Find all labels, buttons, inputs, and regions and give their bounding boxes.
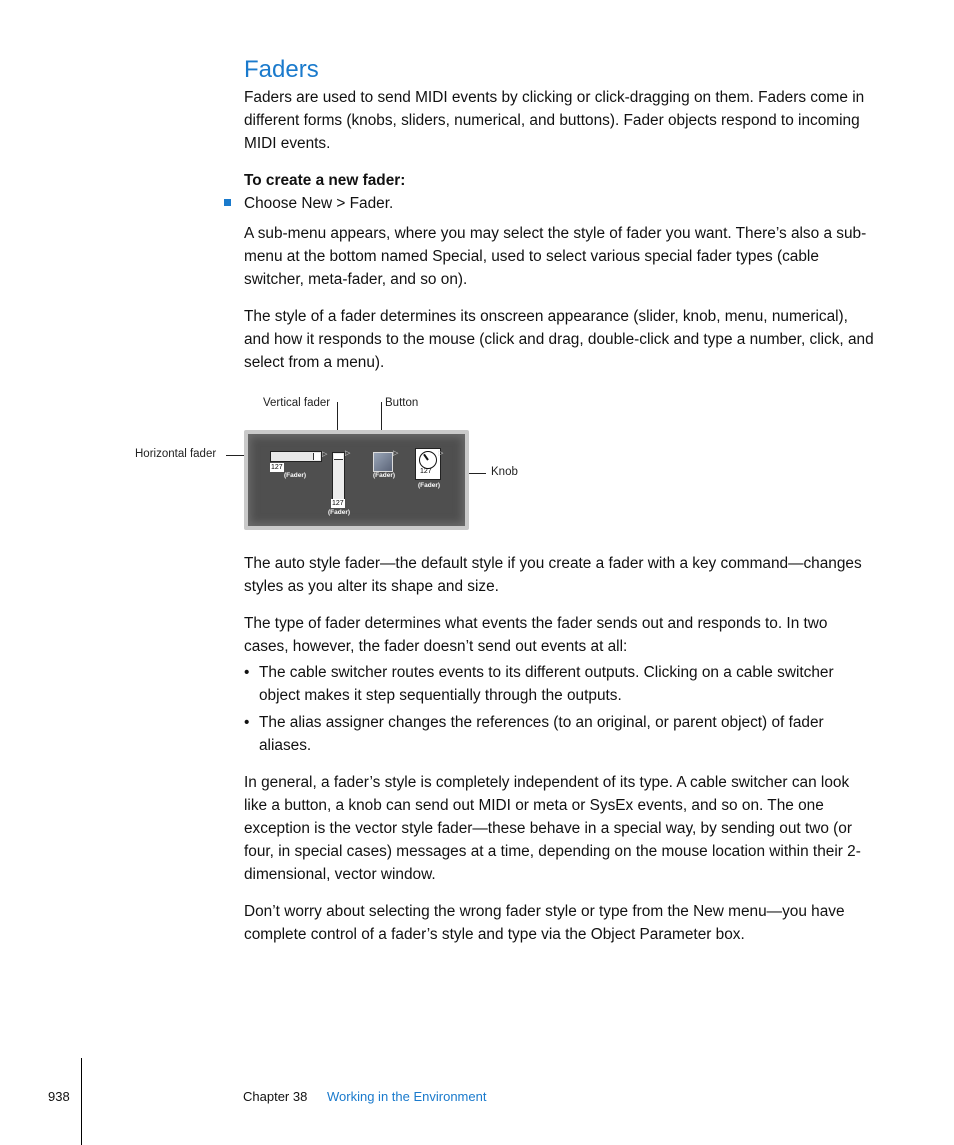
vertical-fader-value: 127 (332, 500, 344, 507)
horizontal-fader-label: (Fader) (284, 472, 307, 479)
callout-vertical-fader: Vertical fader (263, 397, 331, 409)
square-bullet-icon (224, 199, 231, 206)
page-number: 938 (48, 1089, 70, 1104)
knob-value: 127 (420, 468, 432, 475)
vertical-fader-thumb[interactable] (334, 454, 343, 460)
knob[interactable] (419, 451, 437, 469)
footer-rule (81, 1058, 82, 1145)
intro-paragraph: Faders are used to send MIDI events by clicking or click-dragging on them. Faders come in different forms (knobs, sliders, numerical, and buttons). Fader objects respond to incoming MIDI events. (244, 89, 865, 152)
fader-button[interactable] (373, 452, 393, 472)
environment-panel-inner (248, 434, 465, 526)
paragraph-fader-type: The type of fader determines what events the fader sends out and responds to. In two cases, however, the fader doesn’t send out events at all: (244, 615, 828, 655)
paragraph-style-independent: In general, a fader’s style is completely independent of its type. A cable switcher can look like a button, a knob can send out MIDI or meta or SysEx events, and so on. The one exception is the vector style fader—these behave in a special way, by sending out two (or four, in special cases) messages at a time, depending on the mouse location within their 2-dimensional, vector window. (244, 774, 861, 883)
horizontal-fader-thumb[interactable] (313, 453, 320, 460)
paragraph-submenu: A sub-menu appears, where you may select the style of fader you want. There’s also a sub-menu at the bottom named Special, used to select various special fader types (cable switcher, meta-fader, and so on). (244, 225, 867, 288)
paragraph-style: The style of a fader determines its onscreen appearance (slider, knob, menu, numerical), and how it responds to the mouse (click and drag, double-click and type a number, click, and select from a menu). (244, 308, 874, 371)
out-arrow-icon: ▷ (322, 451, 328, 458)
out-arrow-icon: ▷ (438, 450, 444, 457)
bullet-dot: • (244, 664, 250, 681)
callout-horizontal-fader: Horizontal fader (135, 448, 217, 460)
bullet-dot: • (244, 714, 250, 731)
button-label: (Fader) (373, 472, 396, 479)
vertical-fader-label: (Fader) (328, 509, 351, 516)
chapter-title-link[interactable]: Working in the Environment (327, 1089, 487, 1104)
horizontal-fader-value: 127 (271, 464, 283, 471)
environment-panel (244, 430, 469, 530)
callout-button: Button (385, 397, 419, 409)
page-title: Faders (244, 56, 319, 83)
bullet-cable-switcher: The cable switcher routes events to its different outputs. Clicking on a cable switcher object makes it step sequentially through the outputs. (259, 664, 834, 704)
paragraph-auto-style: The auto style fader—the default style if you create a fader with a key command—changes styles as you alter its shape and size. (244, 555, 862, 595)
knob-pointer (423, 454, 429, 461)
callout-knob: Knob (491, 466, 518, 478)
knob-label: (Fader) (418, 482, 441, 489)
out-arrow-icon: ▷ (345, 450, 351, 457)
task-heading: To create a new fader: (244, 172, 406, 189)
vertical-fader[interactable] (332, 452, 345, 500)
paragraph-dont-worry: Don’t worry about selecting the wrong fader style or type from the New menu—you have complete control of a fader’s style and type via the Object Parameter box. (244, 903, 845, 943)
horizontal-fader[interactable] (270, 451, 322, 462)
bullet-alias-assigner: The alias assigner changes the references (to an original, or parent object) of fader aliases. (259, 714, 824, 754)
step-text: Choose New > Fader. (244, 195, 394, 212)
chapter-label: Chapter 38 (243, 1089, 308, 1104)
out-arrow-icon: ▷ (393, 450, 399, 457)
